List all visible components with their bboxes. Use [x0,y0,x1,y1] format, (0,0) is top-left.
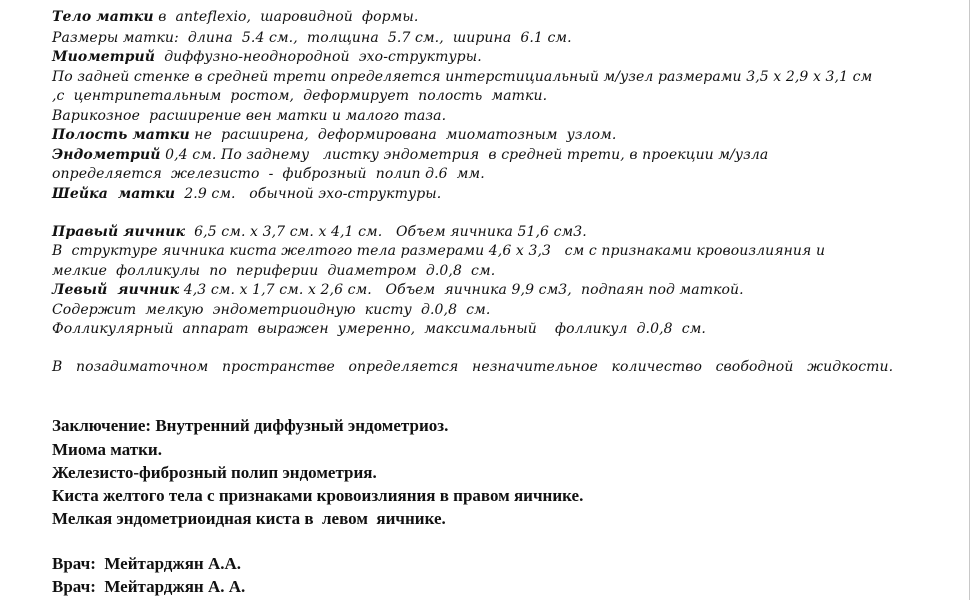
line-polyp [52,165,485,183]
text-uterus-body: в anteflexio, шаровидной формы. [153,9,419,25]
line-endometrium [52,146,768,164]
text-cervix: 2.9 см. обычной эхо-структуры. [175,186,442,202]
line-node-cont [52,87,547,105]
text-polyp: определяется железисто - фиброзный полип д.6 мм. [52,166,485,182]
conclusion-line-5: Мелкая эндометриоидная киста в левом яичнике. [52,509,446,528]
doctor-signature-2: Врач: Мейтарджян А. А. [52,577,246,596]
doctor-signature-1: Врач: Мейтарджян А.А. [52,554,242,573]
text-uterus-size: Размеры матки: длина 5.4 см., толщина 5.7 см., ширина 6.1 см. [52,30,572,46]
text-cyst: В структуре яичника киста желтого тела размерами 4,6 х 3,3 см с признаками кровоизлияния и [52,243,826,259]
line-cervix [52,185,441,203]
text-endo-cyst: Содержит мелкую эндометриоидную кисту д.0,8 см. [52,302,491,318]
label-endometrium: Эндометрий [52,147,161,163]
text-follicular: Фолликулярный аппарат выражен умеренно, максимальный фолликул д.0,8 см. [52,321,706,337]
line-right-ovary [52,223,587,241]
line-varicose [52,107,446,125]
label-cervix: Шейка матки [52,186,176,202]
text-cavity: не расширена, деформирована миоматозным узлом. [189,127,617,143]
line-follicles [52,262,495,280]
line-cyst [52,242,825,260]
text-node-cont: ,с центрипетальным ростом, деформирует полость матки. [52,88,548,104]
text-myometrium: диффузно-неоднородной эхо-структуры. [155,49,482,65]
line-uterus-size [52,29,572,47]
line-node [52,68,872,86]
conclusion-line-1: Заключение: Внутренний диффузный эндометриоз. [52,416,449,435]
line-free-fluid [52,358,893,376]
text-right-ovary: 6,5 см. х 3,7 см. х 4,1 см. Объем яичника 51,6 см3. [185,224,587,240]
text-varicose: Варикозное расширение вен матки и малого таза. [52,108,447,124]
text-node: По задней стенке в средней трети определяется интерстициальный м/узел размерами 3,5 х 2,9 х 3,1 см [52,69,873,85]
text-follicles: мелкие фолликулы по периферии диаметром д.0,8 см. [52,263,496,279]
text-endometrium: 0,4 см. По заднему листку эндометрия в средней трети, в проекции м/узла [160,147,769,163]
label-right-ovary: Правый яичник [52,224,186,240]
line-left-ovary [52,281,744,299]
conclusion-line-4: Киста желтого тела с признаками кровоизлияния в правом яичнике. [52,486,584,505]
conclusion-line-3: Железисто-фиброзный полип эндометрия. [52,463,377,482]
label-left-ovary: Левый яичник [52,282,180,298]
line-endo-cyst [52,301,490,319]
label-uterus-body: Тело матки [52,9,154,25]
line-uterus-body [52,8,418,26]
label-myometrium: Миометрий [52,49,156,65]
text-free-fluid: В позадиматочном пространстве определяется незначительное количество свободной жидкости. [52,359,894,375]
line-myometrium [52,48,482,66]
conclusion-line-2: Миома матки. [52,440,162,459]
line-follicular [52,320,706,338]
label-cavity: Полость матки [52,127,190,143]
text-left-ovary: 4,3 см. х 1,7 см. х 2,6 см. Объем яичника 9,9 см3, подпаян под маткой. [179,282,744,298]
line-cavity [52,126,616,144]
